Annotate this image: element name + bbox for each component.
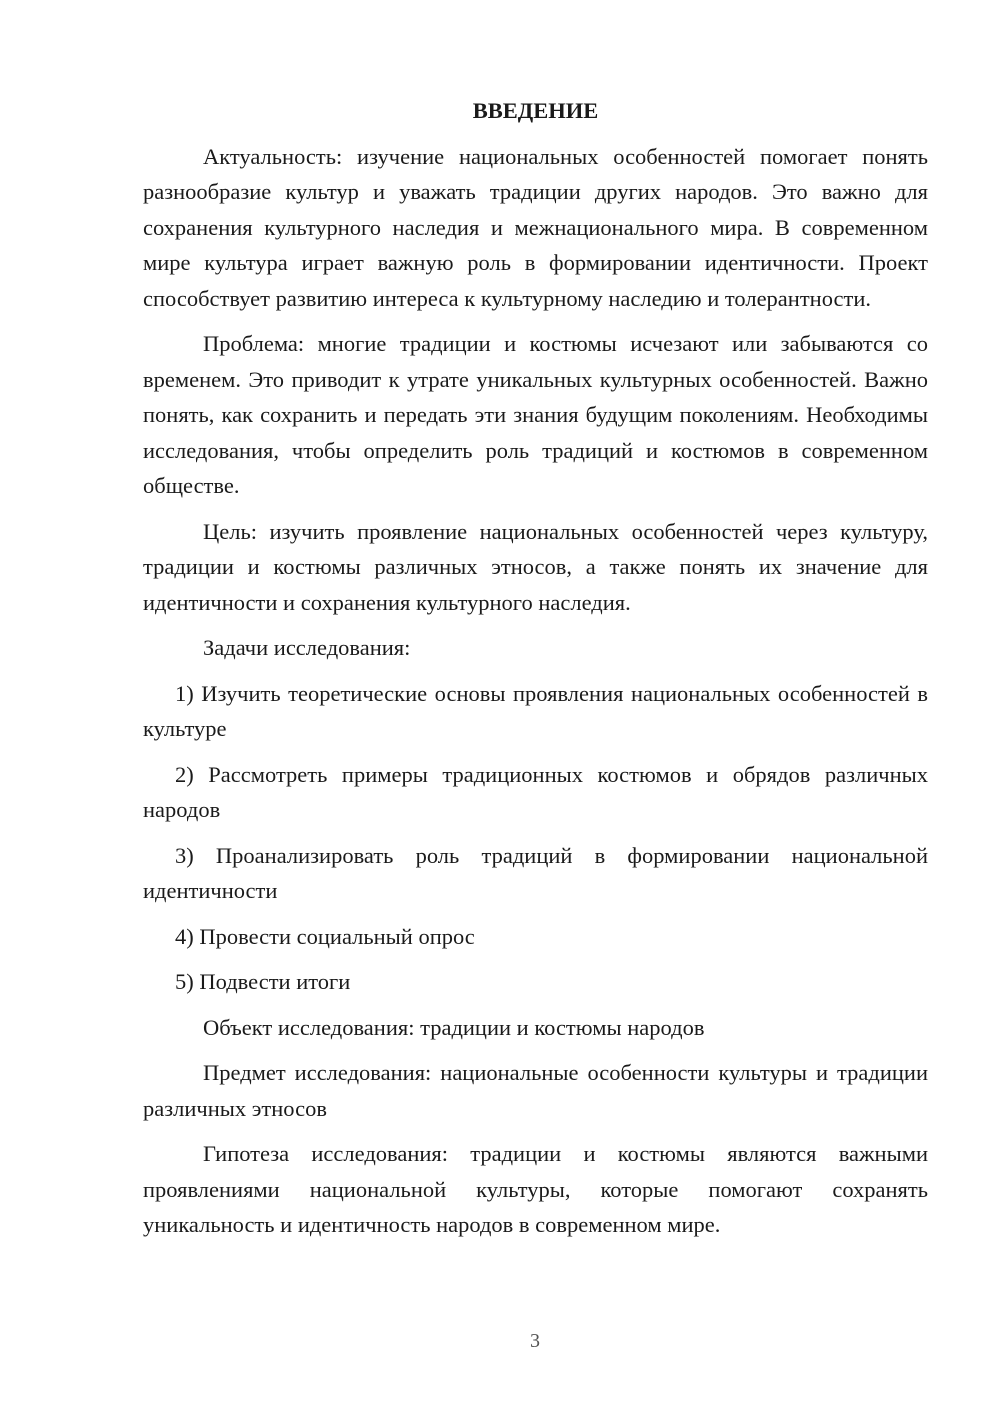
goal-paragraph: Цель: изучить проявление национальных особенностей через культуру, традиции и костюмы различных этносов, а также понять их значение для идентичности и сохранения культурного наследия. <box>143 518 928 615</box>
task-item-3: 3) Проанализировать роль традиций в формировании национальной идентичности <box>143 842 928 903</box>
hypothesis-paragraph: Гипотеза исследования: традиции и костюмы являются важными проявлениями национальной культуры, которые помогают сохранять уникальность и идентичность народов в современном мире. <box>143 1141 928 1237</box>
page-title: ВВЕДЕНИЕ <box>472 98 599 123</box>
task-item-1: 1) Изучить теоретические основы проявления национальных особенностей в культуре <box>143 680 928 741</box>
relevance-paragraph: Актуальность: изучение национальных особенностей помогает понять разнообразие культур и уважать традиции других народов. Это важно для сохранения культурного наследия и межнационального мира. В современном мире культура играет важную роль в формировании идентичности. Проект способствует развитию интереса к культурному наследию и толерантности. <box>143 143 928 311</box>
tasks-heading: Задачи исследования: <box>203 635 411 660</box>
page-number: 3 <box>530 1330 540 1352</box>
task-item-5: 5) Подвести итоги <box>175 969 351 994</box>
task-item-2: 2) Рассмотреть примеры традиционных костюмов и обрядов различных народов <box>143 761 928 822</box>
subject-paragraph: Предмет исследования: национальные особенности культуры и традиции различных этносов <box>143 1060 928 1121</box>
object-paragraph: Объект исследования: традиции и костюмы народов <box>203 1014 705 1040</box>
page-content <box>143 93 928 1253</box>
problem-paragraph: Проблема: многие традиции и костюмы исчезают или забываются со временем. Это приводит к утрате уникальных культурных особенностей. Важно понять, как сохранить и передать эти знания будущим поколениям. Необходимы исследования, чтобы определить роль традиций и костюмов в современном обществе. <box>143 331 928 498</box>
task-item-4: 4) Провести социальный опрос <box>175 923 475 949</box>
